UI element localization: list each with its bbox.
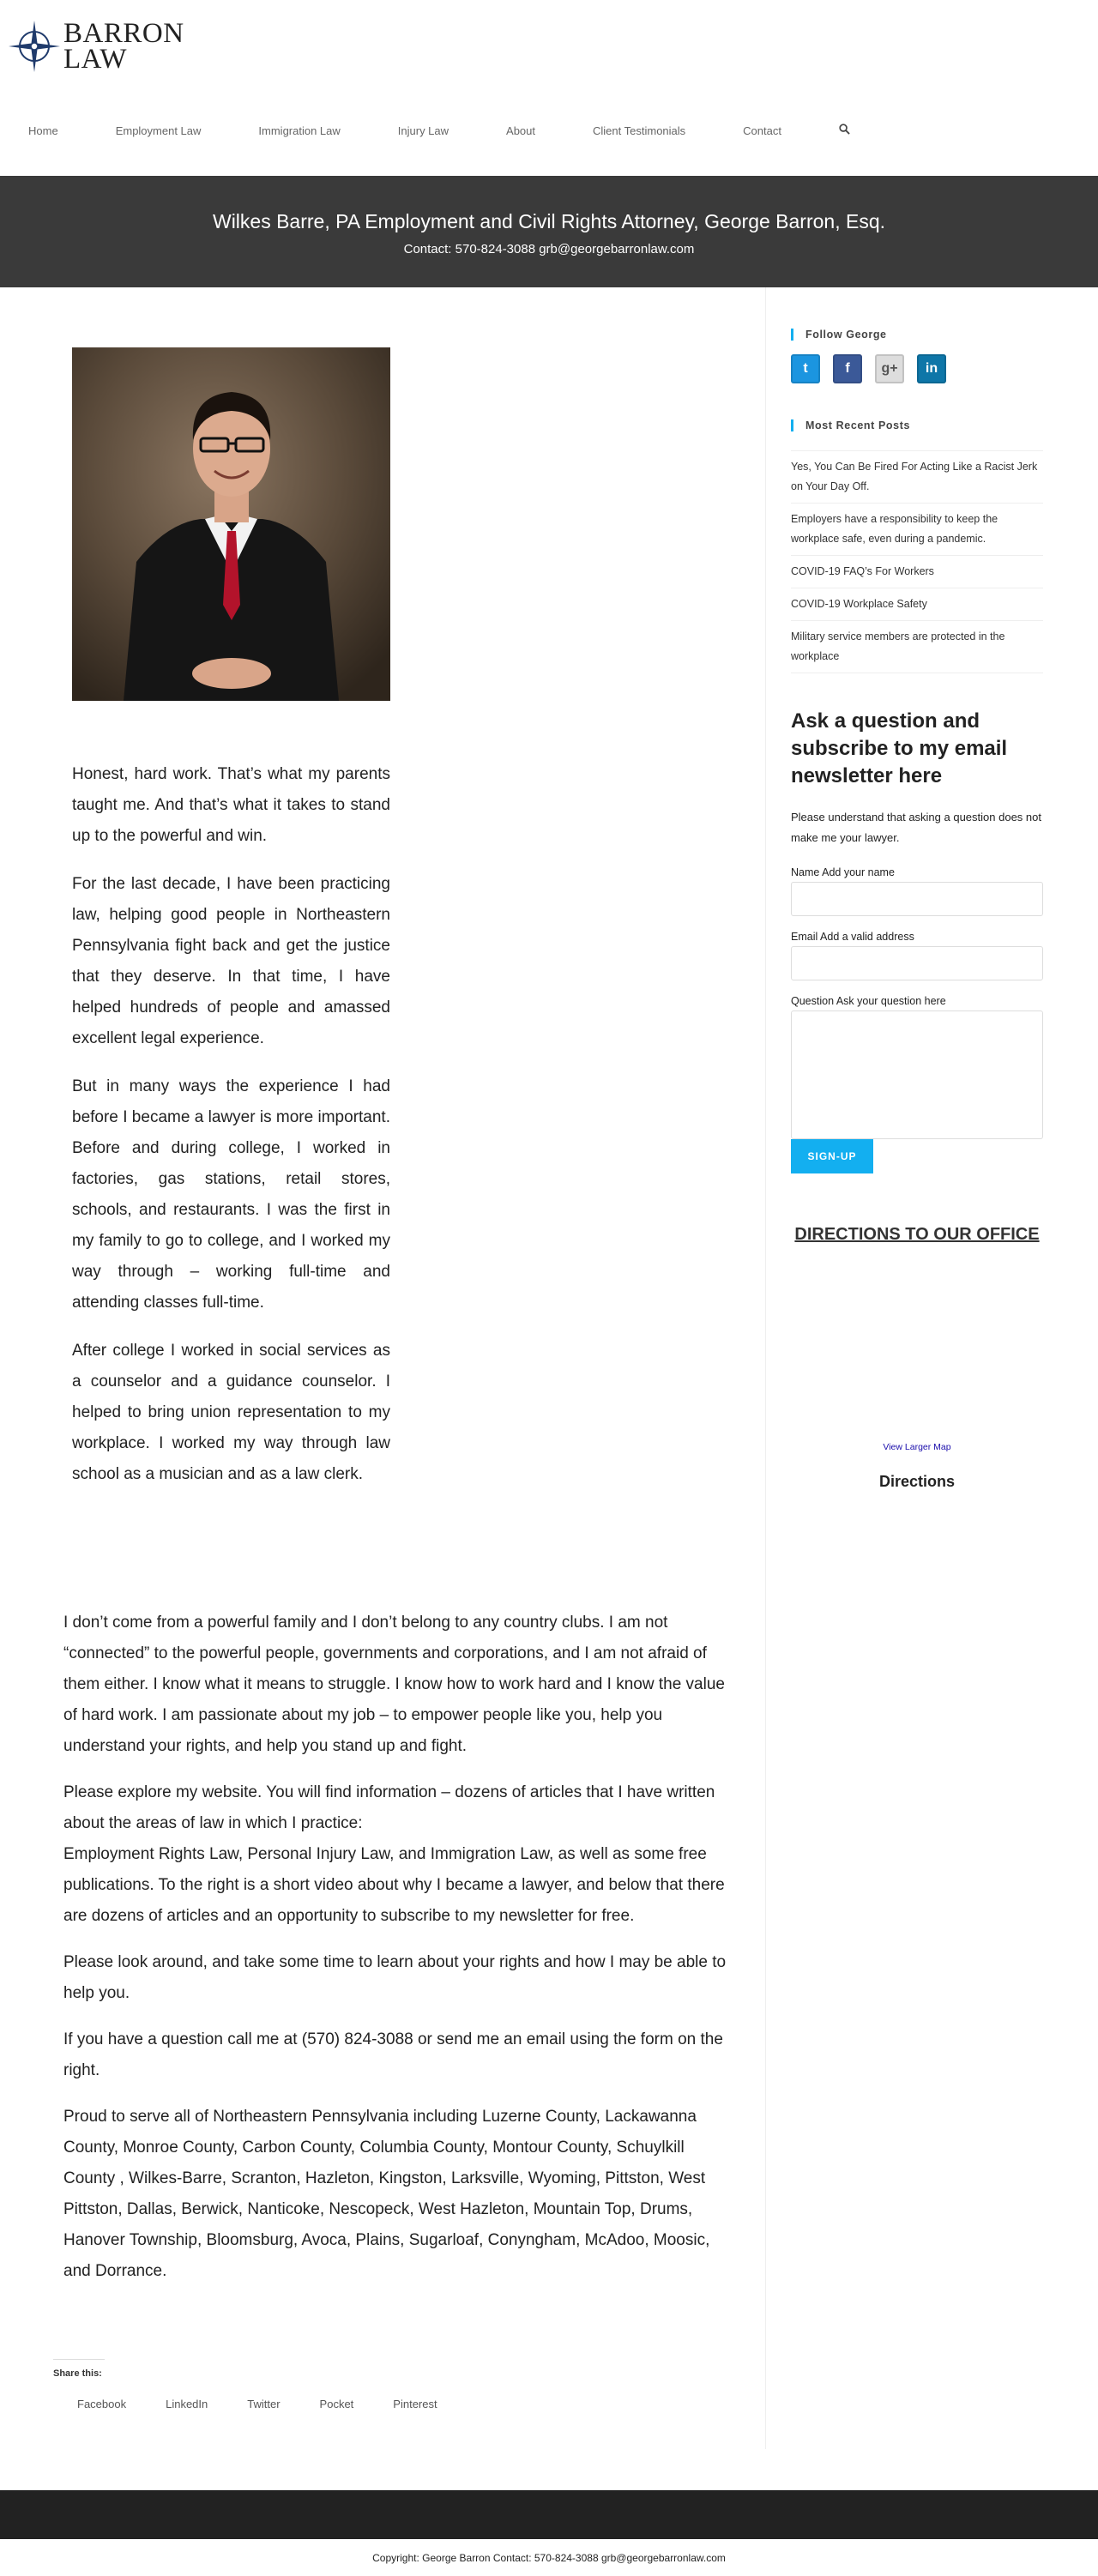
- sidebar: [791, 287, 1043, 1491]
- recent-posts-list: [791, 450, 1043, 673]
- search-icon[interactable]: [839, 124, 850, 137]
- directions-heading[interactable]: DIRECTIONS TO OUR OFFICE: [794, 1225, 1040, 1244]
- nav-home[interactable]: Home: [28, 124, 58, 137]
- recent-post-link[interactable]: COVID-19 Workplace Safety: [791, 588, 1043, 621]
- intro-paragraph-1: Honest, hard work. That’s what my parents taught me. And that’s what it takes to stand up to the powerful and win.: [72, 765, 390, 845]
- banner-contact: Contact: 570-824-3088 grb@georgebarronlaw.com: [403, 242, 695, 256]
- logo-line-2: LAW: [63, 44, 127, 75]
- nav-injury-law[interactable]: Injury Law: [397, 124, 449, 137]
- intro-paragraph-4: After college I worked in social services as a counselor and a guidance counselor. I helped to bring union representation to my workplace. I worked my way through law school as a musician and as a law clerk.: [72, 1342, 390, 1483]
- nav-client-testimonials[interactable]: Client Testimonials: [593, 124, 686, 137]
- share-pinterest-button[interactable]: Pinterest: [393, 2398, 437, 2410]
- logo-line-1: BARRON: [63, 18, 184, 49]
- nav-immigration-law[interactable]: Immigration Law: [258, 124, 341, 137]
- share-facebook-button[interactable]: Facebook: [77, 2398, 127, 2410]
- name-field-label: Name Add your name: [791, 866, 895, 878]
- nav-about[interactable]: About: [506, 124, 536, 137]
- recent-posts-title: Most Recent Posts: [791, 419, 1043, 431]
- twitter-icon[interactable]: t: [791, 354, 820, 383]
- body-column: [63, 1608, 733, 2302]
- page-title: Wilkes Barre, PA Employment and Civil Rights Attorney, George Barron, Esq.: [212, 210, 886, 232]
- social-links: [791, 354, 1043, 383]
- google-plus-icon[interactable]: g+: [875, 354, 904, 383]
- recent-post-link[interactable]: Employers have a responsibility to keep the workplace safe, even during a pandemic.: [791, 504, 1043, 556]
- nav-employment-law[interactable]: Employment Law: [115, 124, 202, 137]
- follow-widget-title: Follow George: [791, 329, 1043, 341]
- share-title: Share this:: [53, 2359, 105, 2379]
- site-logo[interactable]: [7, 15, 184, 77]
- view-larger-map-link[interactable]: View Larger Map: [883, 1442, 951, 1452]
- share-pocket-button[interactable]: Pocket: [319, 2398, 354, 2410]
- share-section: [53, 2359, 534, 2410]
- footer-copyright: Copyright: George Barron Contact: 570-824-3088 grb@georgebarronlaw.com: [0, 2539, 1098, 2576]
- facebook-icon[interactable]: f: [833, 354, 862, 383]
- share-buttons: [77, 2398, 534, 2410]
- recent-post-link[interactable]: Military service members are protected in the workplace: [791, 621, 1043, 673]
- intro-paragraph-2: For the last decade, I have been practicing law, helping good people in Northeastern Pennsylvania fight back and get the justice that they deserve. In that time, I have helped hundreds of people and amassed excellent legal experience.: [72, 875, 390, 1047]
- question-field[interactable]: [791, 1010, 1043, 1139]
- share-linkedin-button[interactable]: LinkedIn: [166, 2398, 208, 2410]
- site-header: [0, 0, 1098, 176]
- body-paragraph-3: Please look around, and take some time to learn about your rights and how I may be able to help you.: [63, 1953, 727, 2002]
- signup-button[interactable]: SIGN-UP: [791, 1139, 873, 1173]
- question-field-label: Question Ask your question here: [791, 995, 946, 1007]
- intro-column: [72, 759, 390, 1507]
- newsletter-form: [791, 708, 1043, 1173]
- footer-widgets-bar: [0, 2490, 1098, 2539]
- recent-post-link[interactable]: COVID-19 FAQ’s For Workers: [791, 556, 1043, 588]
- name-field[interactable]: [791, 882, 1043, 916]
- page-banner: [0, 176, 1098, 287]
- email-field[interactable]: [791, 946, 1043, 980]
- intro-paragraph-3: But in many ways the experience I had before I became a lawyer is more important. Before and during college, I worked in factories, gas stations, retail stores, schools, and restaurants. I was the first in my family to go to college, and I worked my way through – working full-time and attending classes full-time.: [72, 1077, 390, 1312]
- recent-post-link[interactable]: Yes, You Can Be Fired For Acting Like a Racist Jerk on Your Day Off.: [791, 451, 1043, 504]
- compass-star-icon: [7, 19, 62, 74]
- share-twitter-button[interactable]: Twitter: [247, 2398, 281, 2410]
- nav-contact[interactable]: Contact: [743, 124, 781, 137]
- newsletter-disclaimer: Please understand that asking a question does not make me your lawyer.: [791, 811, 1041, 844]
- sidebar-divider: [765, 287, 766, 2449]
- body-paragraph-2: Please explore my website. You will find information – dozens of articles that I have written about the areas of law in which I practice: Employment Rights Law, Personal Injury Law, and Immigration Law, as well as some free publications. To the right is a short video about why I became a lawyer, and below that there are dozens of articles and an opportunity to subscribe to my newsletter for free.: [63, 1783, 725, 1925]
- email-field-label: Email Add a valid address: [791, 931, 914, 943]
- linkedin-icon[interactable]: in: [917, 354, 946, 383]
- body-paragraph-5: Proud to serve all of Northeastern Pennsylvania including Luzerne County, Lackawanna County, Monroe County, Carbon County, Columbia County, Montour County, Schuylkill County , Wilkes-Barre, Scranton, Hazleton, Kingston, Larksville, Wyoming, Pittston, West Pittston, Dallas, Berwick, Nanticoke, Nescopeck, West Hazleton, Mountain Top, Drums, Hanover Township, Bloomsburg, Avoca, Plains, Sugarloaf, Conyngham, McAdoo, Moosic, and Dorrance.: [63, 2108, 710, 2280]
- newsletter-title: Ask a question and subscribe to my email newsletter here: [791, 709, 1008, 787]
- body-paragraph-4: If you have a question call me at (570) 824-3088 or send me an email using the form on the right.: [63, 2030, 723, 2079]
- body-paragraph-1: I don’t come from a powerful family and I don’t belong to any country clubs. I am not “connected” to the powerful people, governments and corporations, and I am not afraid of them either. I know what it means to struggle. I know how to work hard and I know the value of hard work. I am passionate about my job – to empower people like you, help you understand your rights, and help you stand up and fight.: [63, 1614, 725, 1755]
- attorney-portrait: [72, 347, 390, 701]
- logo-text: [63, 18, 184, 75]
- map-embed[interactable]: [791, 1245, 1043, 1442]
- directions-label: Directions: [878, 1473, 956, 1490]
- main-nav: [28, 124, 908, 137]
